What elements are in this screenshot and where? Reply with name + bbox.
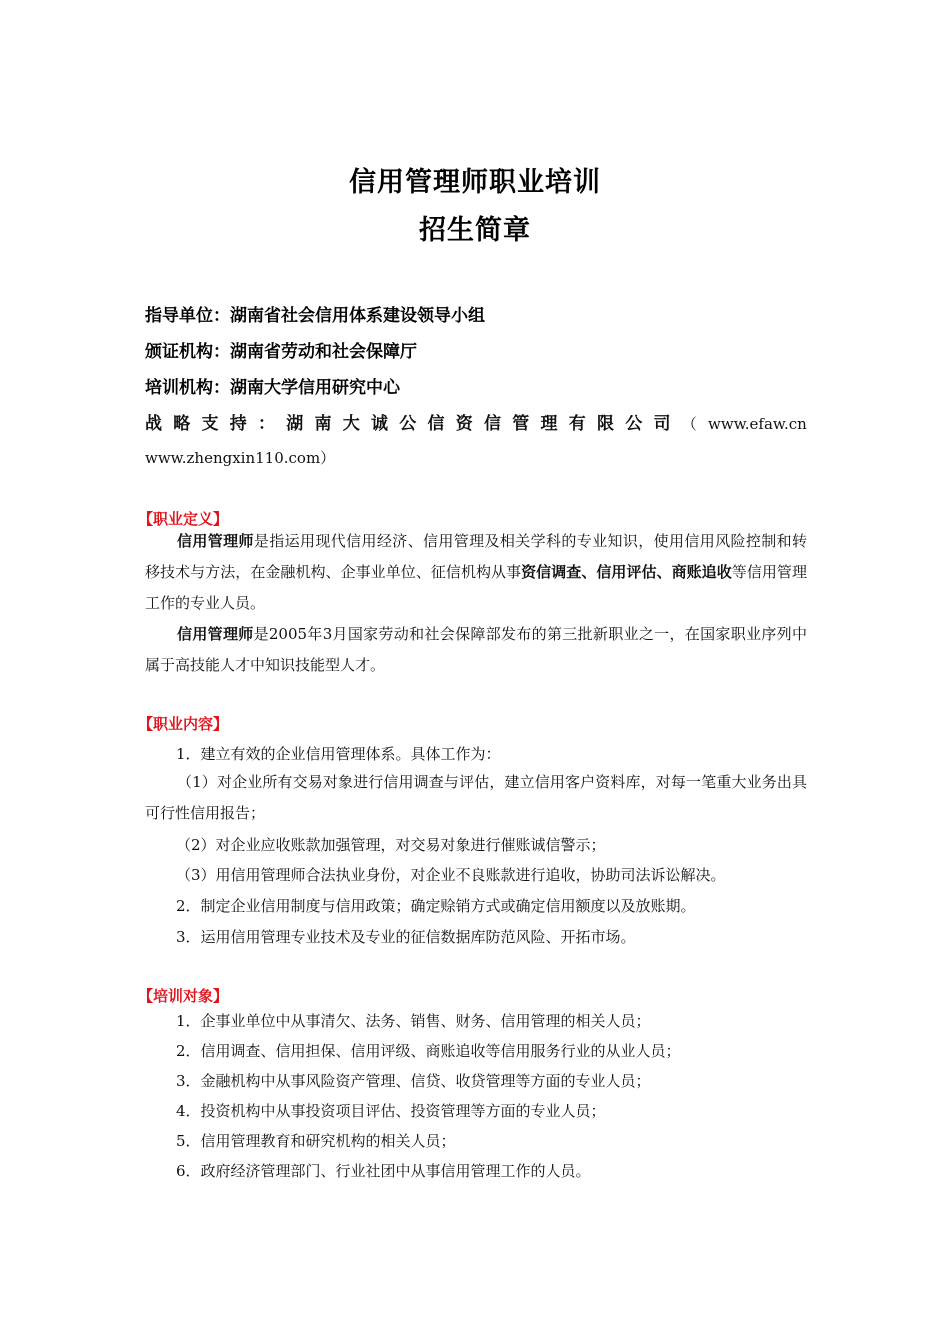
section-heading-target: 【培训对象】 — [138, 987, 229, 1005]
section-heading-content: 【职业内容】 — [138, 715, 229, 733]
document-title: 信用管理师职业培训 — [349, 167, 601, 198]
strategy-char: 战 — [145, 414, 162, 434]
section-heading-definition: 【职业定义】 — [138, 510, 229, 528]
definition-paragraph-2 — [145, 619, 807, 681]
definition-text: 是指运用现代信用经济、信用管理及相关学科的专业知识，使用信用风险控制和转移技术与方法，在金融机构、企事业单位、征信机构从事 — [145, 532, 807, 581]
strategy-char: 司 — [653, 414, 671, 434]
target-item: 3．金融机构中从事风险资产管理、信贷、收贷管理等方面的专业人员； — [176, 1072, 651, 1090]
strategy-char: 有 — [568, 414, 586, 434]
strategy-char: 诚 — [371, 414, 388, 434]
document-subtitle: 招生简章 — [419, 215, 531, 246]
key-duties: 资信调查、信用评估、商账追收 — [521, 563, 732, 581]
content-item-2: 2．制定企业信用制度与信用政策；确定赊销方式或确定信用额度以及放账期。 — [176, 897, 696, 915]
strategy-char: 信 — [427, 414, 445, 434]
strategy-char: 南 — [314, 414, 332, 434]
target-item: 4．投资机构中从事投资项目评估、投资管理等方面的专业人员； — [176, 1102, 606, 1120]
content-item-1: 1．建立有效的企业信用管理体系。具体工作为： — [176, 745, 501, 763]
content-sub-1: （1）对企业所有交易对象进行信用调查与评估，建立信用客户资料库，对每一笔重大业务出具可行性信用报告； — [145, 773, 807, 822]
strategy-char: ： — [258, 414, 275, 434]
content-sub-2: （2）对企业应收账款加强管理，对交易对象进行催账诚信警示； — [176, 836, 606, 854]
strategic-support — [145, 409, 807, 435]
term-credit-manager: 信用管理师 — [177, 625, 254, 643]
training-body: 培训机构：湖南大学信用研究中心 — [145, 378, 400, 398]
guide-unit: 指导单位：湖南省社会信用体系建设领导小组 — [145, 306, 485, 326]
definition-text: 是2005年3月国家劳动和社会保障部发布的第三批新职业之一，在国家职业序列中属于高技能人才中知识技能型人才。 — [145, 625, 807, 674]
strategy-char: 限 — [597, 414, 614, 434]
strategy-char: 大 — [342, 414, 360, 434]
strategy-char: 信 — [484, 414, 501, 434]
strategy-char: 支 — [201, 414, 219, 434]
target-item: 1．企事业单位中从事清欠、法务、销售、财务、信用管理的相关人员； — [176, 1012, 651, 1030]
strategy-char: 略 — [173, 414, 191, 434]
strategy-char: 公 — [625, 414, 643, 434]
definition-text: 等信用管理工作的专业人员。 — [145, 563, 807, 612]
strategy-char: 持 — [229, 414, 247, 434]
url-efaw-link[interactable]: www.efaw.cn — [708, 415, 807, 433]
definition-paragraph-1 — [145, 526, 807, 619]
target-item: 2．信用调查、信用担保、信用评级、商账追收等信用服务行业的从业人员； — [176, 1042, 681, 1060]
content-item-3: 3．运用信用管理专业技术及专业的征信数据库防范风险、开拓市场。 — [176, 928, 636, 946]
content-sub-3: （3）用信用管理师合法执业身份，对企业不良账款进行追收，协助司法诉讼解决。 — [176, 866, 726, 884]
url-open-paren: （ — [681, 415, 697, 433]
target-item: 5．信用管理教育和研究机构的相关人员； — [176, 1132, 456, 1150]
certifying-body: 颁证机构：湖南省劳动和社会保障厅 — [145, 342, 417, 362]
target-item: 6．政府经济管理部门、行业社团中从事信用管理工作的人员。 — [176, 1162, 591, 1180]
strategy-char: 公 — [399, 414, 417, 434]
strategy-char: 理 — [540, 414, 558, 434]
strategy-char: 管 — [512, 414, 530, 434]
url-zhengxin-link[interactable]: www.zhengxin110.com） — [145, 449, 336, 467]
term-credit-manager: 信用管理师 — [177, 532, 254, 550]
strategy-char: 湖 — [286, 414, 304, 434]
strategy-char: 资 — [455, 414, 473, 434]
